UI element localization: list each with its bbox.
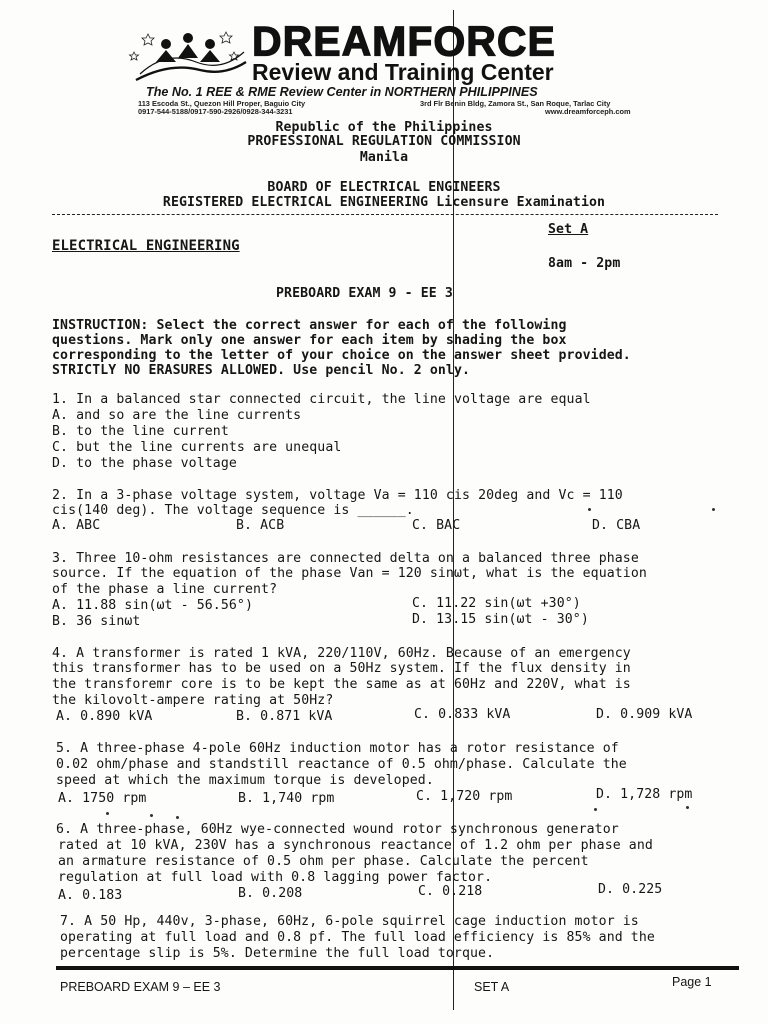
header-rule bbox=[52, 214, 718, 215]
agency-republic: Republic of the Philippines bbox=[275, 120, 493, 135]
question-stem: an armature resistance of 0.5 ohm per phase. Calculate the percent bbox=[58, 854, 589, 869]
question-stem: of the phase a line current? bbox=[52, 582, 278, 597]
scan-speck bbox=[150, 814, 153, 817]
answer-choice: A. 1750 rpm bbox=[58, 791, 147, 806]
answer-choice: D. 13.15 sin(ωt - 30°) bbox=[412, 612, 589, 627]
answer-choice: C. 11.22 sin(ωt +30°) bbox=[412, 596, 581, 611]
agency-city: Manila bbox=[359, 150, 409, 165]
answer-choice: D. 1,728 rpm bbox=[596, 787, 693, 802]
scan-speck bbox=[106, 812, 109, 815]
exam-subject: ELECTRICAL ENGINEERING bbox=[52, 238, 240, 254]
footer-rule bbox=[56, 966, 739, 970]
question-stem: cis(140 deg). The voltage sequence is ______. bbox=[52, 503, 414, 518]
address-right-web: www.dreamforceph.com bbox=[545, 107, 631, 116]
instruction-line: corresponding to the letter of your choice on the answer sheet provided. bbox=[52, 348, 631, 363]
question-stem: 2. In a 3-phase voltage system, voltage Va = 110 cis 20deg and Vc = 110 bbox=[52, 488, 623, 503]
question-stem: 0.02 ohm/phase and standstill reactance of 0.5 ohm/phase. Calculate the bbox=[56, 757, 627, 772]
question-stem: 6. A three-phase, 60Hz wye-connected wound rotor synchronous generator bbox=[56, 822, 619, 837]
answer-choice: A. 0.890 kVA bbox=[56, 709, 153, 724]
question-stem: regulation at full load with 0.8 lagging power factor. bbox=[58, 870, 493, 885]
address-left-phone: 0917-544-5188/0917-590-2926/0928-344-3231 bbox=[138, 107, 293, 116]
brand-tagline: The No. 1 REE & RME Review Center in NORTHERN PHILIPPINES bbox=[146, 85, 538, 99]
answer-choice: A. and so are the line currents bbox=[52, 408, 302, 423]
answer-choice: B. to the line current bbox=[52, 424, 229, 439]
question-stem: speed at which the maximum torque is developed. bbox=[56, 773, 434, 788]
answer-choice: D. CBA bbox=[592, 518, 641, 533]
question-stem: source. If the equation of the phase Van = 120 sinωt, what is the equation bbox=[52, 566, 647, 581]
question-stem: 7. A 50 Hp, 440v, 3-phase, 60Hz, 6-pole squirrel cage induction motor is bbox=[60, 914, 639, 929]
scan-speck bbox=[686, 806, 689, 809]
exam-time: 8am - 2pm bbox=[548, 256, 621, 271]
brand-name: DREAMFORCE bbox=[252, 17, 556, 65]
address-left-street: 113 Escoda St., Quezon Hill Proper, Baguio City bbox=[138, 99, 306, 108]
answer-choice: C. but the line currents are unequal bbox=[52, 440, 342, 455]
question-stem: percentage slip is 5%. Determine the full load torque. bbox=[60, 946, 495, 961]
answer-choice: B. 36 sinωt bbox=[52, 614, 141, 629]
answer-choice: C. BAC bbox=[412, 518, 461, 533]
question-stem: 4. A transformer is rated 1 kVA, 220/110V, 60Hz. Because of an emergency bbox=[52, 646, 631, 661]
scan-speck bbox=[176, 816, 179, 819]
board-exam-name: REGISTERED ELECTRICAL ENGINEERING Licensure Examination bbox=[162, 195, 606, 210]
answer-choice: A. ABC bbox=[52, 518, 101, 533]
question-stem: the transforemr core is to be kept the same as at 60Hz and 220V, what is bbox=[52, 677, 631, 692]
answer-choice: D. to the phase voltage bbox=[52, 456, 237, 471]
scan-speck bbox=[594, 808, 597, 811]
question-stem: 1. In a balanced star connected circuit, the line voltage are equal bbox=[52, 392, 591, 407]
instruction-line: questions. Mark only one answer for each item by shading the box bbox=[52, 333, 567, 348]
agency-prc: PROFESSIONAL REGULATION COMMISSION bbox=[247, 134, 521, 149]
answer-choice: B. ACB bbox=[236, 518, 285, 533]
answer-choice: C. 1,720 rpm bbox=[416, 789, 513, 804]
answer-choice: B. 0.208 bbox=[238, 886, 303, 901]
question-stem: 5. A three-phase 4-pole 60Hz induction motor has a rotor resistance of bbox=[56, 741, 619, 756]
address-right-street: 3rd Flr Benin Bldg, Zamora St., San Roque, Tarlac City bbox=[420, 99, 611, 108]
dreamforce-logo-icon bbox=[126, 22, 250, 88]
answer-choice: D. 0.225 bbox=[598, 882, 663, 897]
brand-subtitle: Review and Training Center bbox=[252, 59, 554, 85]
question-stem: the kilovolt-ampere rating at 50Hz? bbox=[52, 693, 334, 708]
question-stem: rated at 10 kVA, 230V has a synchronous reactance of 1.2 ohm per phase and bbox=[58, 838, 653, 853]
instruction-line: INSTRUCTION: Select the correct answer for each of the following bbox=[52, 318, 567, 333]
question-stem: 3. Three 10-ohm resistances are connected delta on a balanced three phase bbox=[52, 551, 639, 566]
scan-speck bbox=[588, 508, 591, 511]
answer-choice: B. 0.871 kVA bbox=[236, 709, 333, 724]
exam-title: PREBOARD EXAM 9 - EE 3 bbox=[276, 286, 453, 301]
footer-exam-title: PREBOARD EXAM 9 – EE 3 bbox=[60, 980, 221, 994]
answer-choice: C. 0.833 kVA bbox=[414, 707, 511, 722]
footer-set: SET A bbox=[474, 980, 510, 994]
answer-choice: A. 11.88 sin(ωt - 56.56°) bbox=[52, 598, 253, 613]
exam-set: Set A bbox=[548, 222, 589, 237]
instruction-line: STRICTLY NO ERASURES ALLOWED. Use pencil No. 2 only. bbox=[52, 363, 471, 378]
question-stem: this transformer has to be used on a 50Hz system. If the flux density in bbox=[52, 661, 631, 676]
scan-speck bbox=[712, 508, 715, 511]
answer-choice: B. 1,740 rpm bbox=[238, 791, 335, 806]
answer-choice: A. 0.183 bbox=[58, 888, 123, 903]
answer-choice: C. 0.218 bbox=[418, 884, 483, 899]
question-stem: operating at full load and 0.8 pf. The full load efficiency is 85% and the bbox=[60, 930, 655, 945]
footer-page-number: Page 1 bbox=[672, 975, 712, 989]
answer-choice: D. 0.909 kVA bbox=[596, 707, 693, 722]
board-name: BOARD OF ELECTRICAL ENGINEERS bbox=[267, 180, 501, 195]
